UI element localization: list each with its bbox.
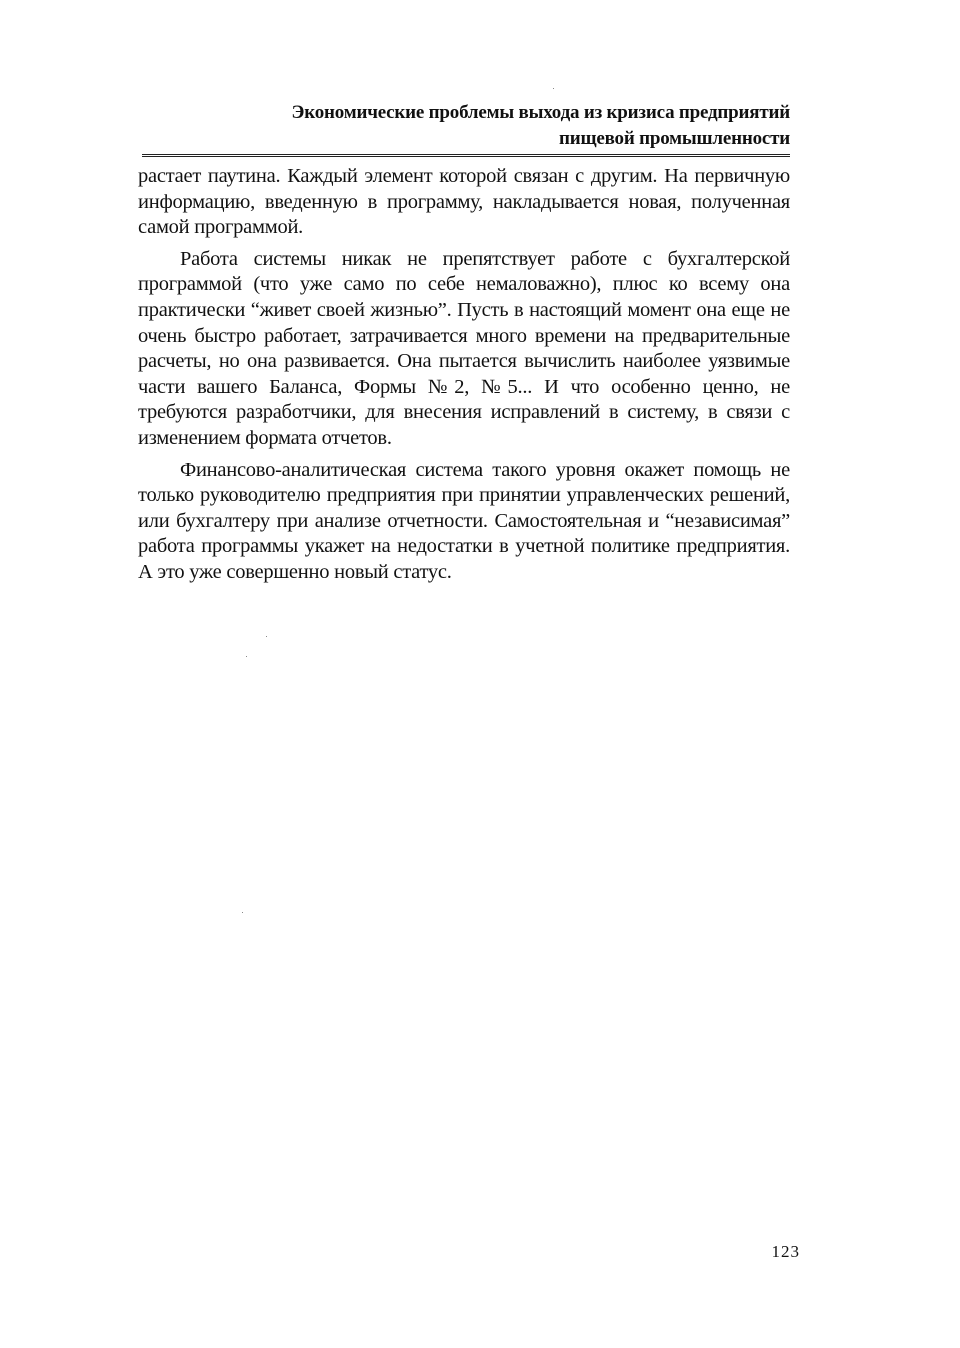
paragraph-continued: растает паутина. Каждый элемент которой связан с другим. На первичную информацию, введенную в программу, накладывается новая, полученная самой программой.: [138, 165, 790, 239]
scan-speck: [246, 656, 247, 657]
scan-speck: [242, 912, 243, 913]
header-rule: [142, 154, 790, 157]
running-header-line-2: пищевой промышленности: [559, 128, 790, 149]
paragraph: Финансово-аналитическая система такого уровня окажет помощь не только руководителю предприятия при принятии управленческих решений, или бухгалтеру при анализе отчетности. Самостоятельная и “независимая” работа программы укажет на недостатки в учетной политике предприятия. А это уже совершенно новый статус.: [138, 458, 790, 583]
running-header: [140, 100, 790, 152]
scan-speck: [266, 636, 267, 637]
page-number: 123: [771, 1242, 800, 1261]
paragraph: Работа системы никак не препятствует работе с бухгалтерской программой (что уже само по себе немаловажно), плюс ко всему она практически “живет своей жизнью”. Пусть в настоящий момент она еще не очень быстро работает, затрачивается много времени на предварительные расчеты, но она развивается. Она пытается вычислить наиболее уязвимые части вашего Баланса, Формы №2, №5... И что особенно ценно, не требуются разработчики, для внесения исправлений в систему, в связи с изменением формата отчетов.: [138, 247, 790, 449]
body-text: [138, 164, 790, 592]
running-header-line-1: Экономические проблемы выхода из кризиса предприятий: [291, 102, 790, 123]
scan-speck: [553, 88, 554, 89]
